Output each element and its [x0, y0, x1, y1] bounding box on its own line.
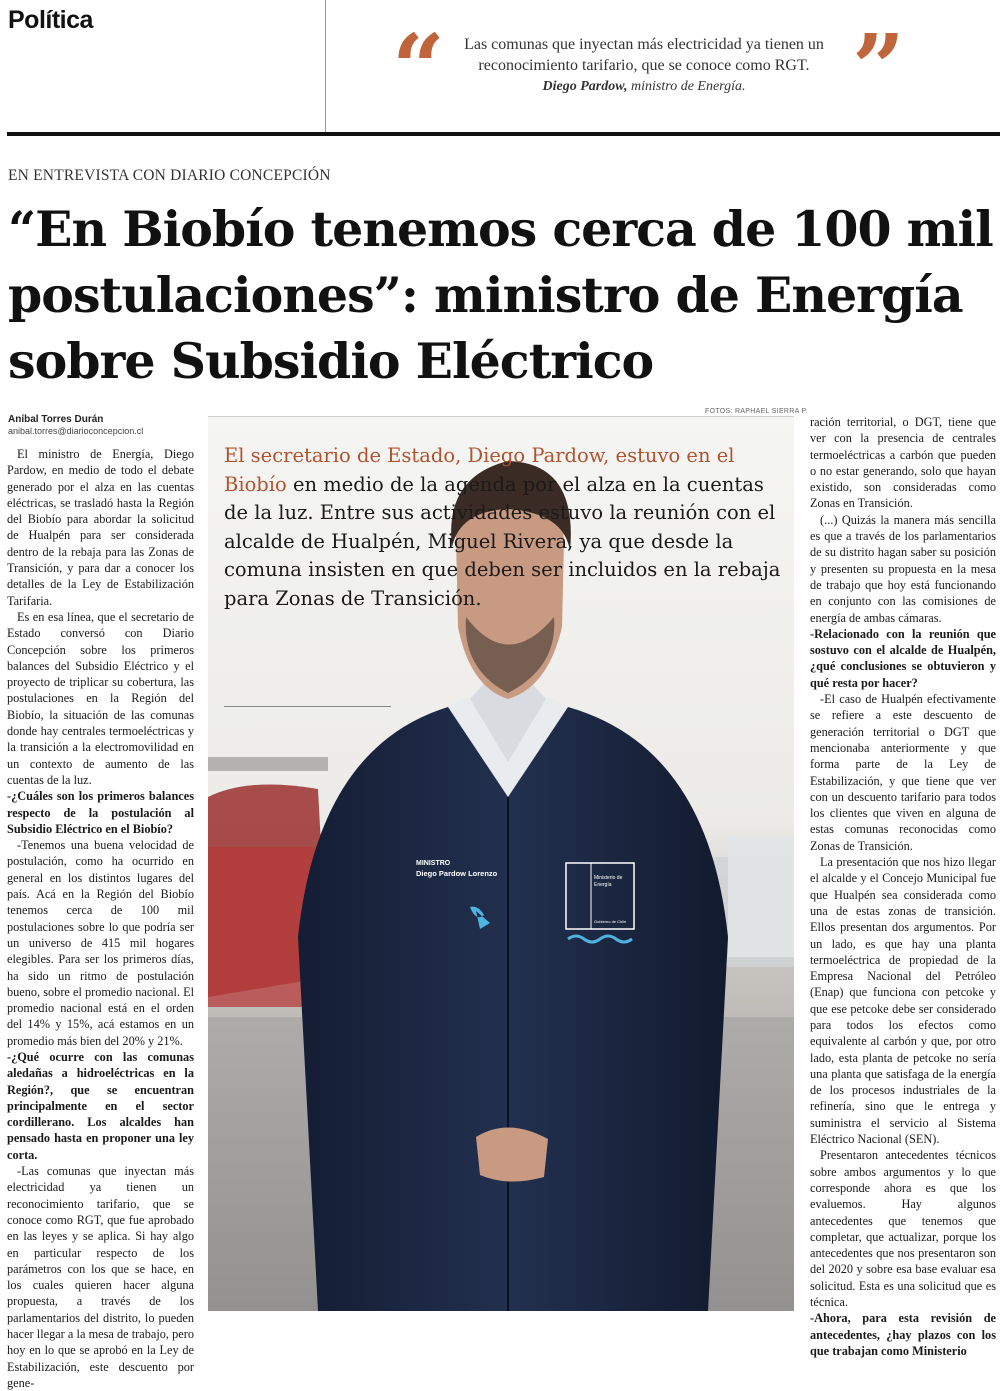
badge-line1: Ministerio de	[594, 875, 623, 881]
badge-line3: Gobierno de Chile	[594, 919, 627, 924]
header-divider	[325, 0, 326, 132]
body-paragraph: (...) Quizás la manera más sencilla es que a través de los parlamentarios de su distrito hagan saber su posición y presenten su propuesta en la mesa de trabajo que hoy está funcionando en conjunto con las comisiones de energía de ambas cámaras.	[810, 512, 996, 625]
interview-question: -¿Qué ocurre con las comunas aledañas a hidroeléctricas en la Región?, que se encuentran principalmente en el sector cordillerano. Los alcaldes han pensado hasta en proponer una ley corta.	[7, 1049, 194, 1162]
left-column	[7, 446, 194, 1390]
header-rule	[7, 132, 1000, 136]
interview-question: -Ahora, para esta revisión de antecedentes, ¿hay plazos con los que trabajan como Ministerio	[810, 1311, 996, 1358]
headline-quote: “En Biobío tenemos cerca de 100 mil postulaciones”	[8, 200, 993, 324]
lead-accent: El secretario de Estado, Diego Pardow, estuvo en el Biobío	[224, 444, 735, 496]
headline-rest: : ministro de Energía sobre Subsidio Eléctrico	[8, 266, 963, 390]
body-paragraph: Presentaron antecedentes técnicos sobre ambos argumentos y lo que corresponde ahora es que los evaluemos. Hay algunos antecedentes que tenemos que completar, que actualizar, porque los antecedentes que nos presentaron son del 2020 y sobre esa base evaluar esa solicitud. Esta es una solicitud que es técnica.	[810, 1148, 996, 1310]
lead-paragraph	[224, 442, 794, 613]
interview-question: -Relacionado con la reunión que sostuvo con el alcalde de Hualpén, ¿qué conclusiones se obtuvieron y qué resta por hacer?	[810, 626, 996, 690]
pull-quote-attribution	[444, 79, 844, 95]
close-quote-icon: ”	[852, 14, 905, 122]
badge-line2: Energía	[594, 882, 612, 888]
body-paragraph: -El caso de Hualpén efectivamente se refiere a este descuento de generación territorial o DGT que mencionaba anteriormente y que forma parte de la Ley de Estabilización, y que tiene que ver con un descuento tarifario para todos los clientes que viven en alguna de estas comunas reconocidas como Zonas de Transición.	[810, 692, 996, 853]
body-paragraph: El ministro de Energía, Diego Pardow, en medio de todo el debate generado por el alza en las cuentas eléctricas, se trasladó hasta la Región del Biobío para abordar la solicitud de Hualpén para ser considerada dentro de la rebaja para las Zonas de Transición, y para dar a conocer los detalles de la Ley de Estabilización Tarifaria.	[7, 447, 194, 608]
byline-author: Aníbal Torres Durán	[8, 414, 104, 425]
interview-question: -¿Cuáles son los primeros balances respecto de la postulación al Subsidio Eléctrico en el Biobío?	[7, 789, 194, 836]
pull-quote: Las comunas que inyectan más electricidad ya tienen un reconocimiento tarifario, que se conoce como RGT.	[464, 36, 824, 74]
byline-email[interactable]: anibal.torres@diarioconcepcion.cl	[8, 426, 144, 436]
lead-rest: en medio de la agenda por el alza en la cuentas de la luz. Entre sus actividades estuvo la reunión con el alcalde de Hualpén, Miguel Rivera, ya que desde la comuna insisten en que deben ser incluidos en la rebaja para Zonas de Transición.	[224, 472, 781, 610]
right-column	[810, 414, 996, 1358]
photo-credit: FOTOS: RAPHAEL SIERRA P.	[705, 408, 808, 415]
kicker: EN ENTREVISTA CON DIARIO CONCEPCIÓN	[8, 167, 331, 184]
quote-role: ministro de Energía.	[627, 79, 746, 94]
body-paragraph: Es en esa línea, que el secretario de Estado conversó con Diario Concepción sobre los primeros balances del Subsidio Eléctrico y el proyecto de triplicar su cobertura, las postulaciones en la Región del Biobío, la situación de las comunas donde hay centrales termoeléctricas y la transición a la electromovilidad en un contexto de aumento de las cuentas de la luz.	[7, 609, 194, 787]
jacket-label-line2: Diego Pardow Lorenzo	[416, 869, 498, 878]
open-quote-icon: “	[392, 14, 445, 122]
quote-author: Diego Pardow,	[542, 79, 628, 94]
body-paragraph: -Tenemos una buena velocidad de postulación, como ha ocurrido en general en los distintos lugares del país. Acá en la Región del Biobío tenemos cerca de 100 mil postulaciones sobre lo que podría ser un universo de 415 mil hogares elegibles. Para ser los primeros días, ha sido un ritmo de postulación bueno, sobre el promedio nacional. El promedio nacional está en el orden del 14% y 15%, acá estamos en un promedio más bien del 20% y 21%.	[7, 838, 194, 1048]
body-paragraph: ración territorial, o DGT, tiene que ver con la presencia de centrales termoeléctricas a carbón que pueden o no estar generando, solo que hayan existido, son consideradas como Zonas en Transición.	[810, 415, 996, 511]
section-label: Política	[8, 6, 93, 34]
jacket-label-line1: MINISTRO	[416, 860, 451, 867]
body-paragraph: La presentación que nos hizo llegar el alcalde y el Concejo Municipal fue que Hualpén sea considerada como una de estas zonas de transición. Ellos presentan dos argumentos. Por un lado, es que hay una planta termoeléctrica de propiedad de la Empresa Nacional del Petróleo (Enap) que funciona con petcoke y que ese petcoke debe ser considerado para todos los efectos como equivalente al carbón y que, por otro lado, esta planta de petcoke no sería una planta que satisfaga de la energía de los procesos industriales de la refinería, sino que le entrega y suministra el servicio al Sistema Eléctrico Nacional (SEN).	[810, 855, 996, 1147]
lead-rule	[224, 706, 391, 707]
body-paragraph: -Las comunas que inyectan más electricidad ya tienen un reconocimiento tarifario, que se conoce como RGT, que fue aprobado en las leyes y se aplica. Si hay algo en particular respecto de los parámetros con los que se hace, en los cuales quieren hacer alguna propuesta, a través de los parlamentarios del distrito, lo pueden hacer llegar a la mesa de trabajo, pero hoy en lo que se aprobó en la Ley de Estabilización, este descuento por gene-	[7, 1164, 194, 1390]
headline	[8, 196, 998, 394]
